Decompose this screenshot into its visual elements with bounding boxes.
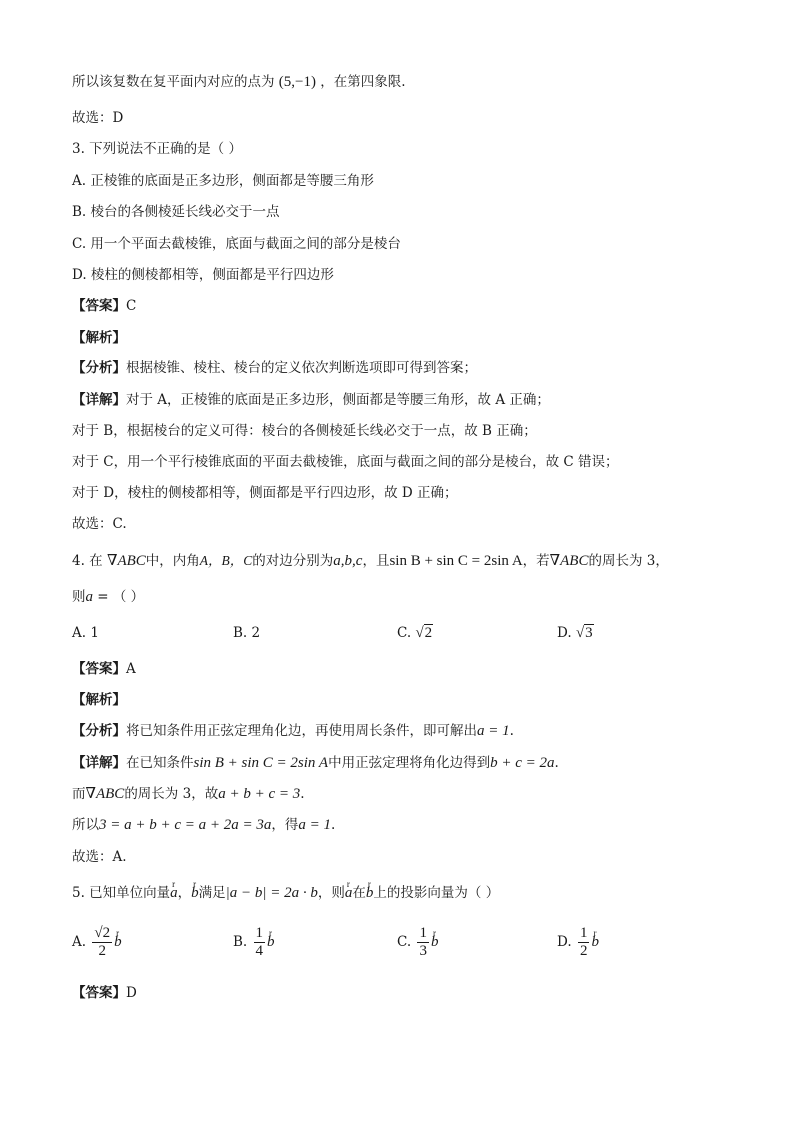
question-3: 3. 下列说法不正确的是（ ） bbox=[72, 141, 242, 157]
denominator: 2 bbox=[98, 943, 106, 959]
fraction bbox=[92, 925, 112, 960]
text: 根据棱锥、棱柱、棱台的定义依次判断选项即可得到答案； bbox=[126, 360, 477, 376]
numerator: √2 bbox=[94, 925, 111, 941]
math: sin B + sin C = 2sin A bbox=[389, 553, 523, 569]
text: = （ ） bbox=[93, 589, 145, 605]
text: ，则 bbox=[317, 885, 345, 901]
math: a = 1 bbox=[298, 817, 332, 833]
question-4 bbox=[72, 551, 669, 571]
numerator: 1 bbox=[255, 925, 264, 941]
vector-b: r b bbox=[114, 932, 122, 952]
option-c bbox=[397, 925, 438, 960]
text: 对于 A，正棱锥的底面是正多边形，侧面都是等腰三角形，故 A 正确； bbox=[126, 392, 550, 408]
vector-a: r a bbox=[345, 883, 353, 903]
vector-a: r a bbox=[170, 883, 178, 903]
analysis-heading: 【解析】 bbox=[72, 330, 126, 346]
text: 在已知条件 bbox=[126, 755, 194, 771]
math: b + c = 2a bbox=[490, 755, 555, 771]
text: 而 bbox=[72, 786, 86, 802]
text: ，若 bbox=[522, 553, 550, 569]
radicand: 2 bbox=[424, 625, 433, 641]
vector-b: r b bbox=[267, 932, 275, 952]
denominator: 3 bbox=[419, 943, 427, 959]
text: 的周长为 3， bbox=[588, 553, 669, 569]
option-a: A. 1 bbox=[72, 625, 99, 641]
answer-line bbox=[72, 296, 136, 316]
option-b bbox=[233, 925, 275, 960]
text: 则 bbox=[72, 589, 86, 605]
option-d: D. 棱柱的侧棱都相等，侧面都是平行四边形 bbox=[72, 267, 334, 283]
detail-line bbox=[72, 390, 550, 410]
text: 中用正弦定理将角化边得到 bbox=[328, 755, 491, 771]
option-b: B. 2 bbox=[233, 625, 261, 641]
text: . bbox=[509, 723, 514, 739]
math: |a − b| = 2a · b bbox=[225, 885, 318, 901]
detail-line bbox=[72, 784, 305, 804]
answer-label: 【答案】 bbox=[72, 661, 126, 677]
question-4-cont bbox=[72, 587, 144, 607]
fraction bbox=[254, 925, 266, 960]
text: 将已知条件用正弦定理角化边，再使用周长条件，即可解出 bbox=[126, 723, 477, 739]
text: ，且 bbox=[362, 553, 390, 569]
math: 3 = a + b + c = a + 2a = 3a bbox=[99, 817, 272, 833]
option-a: A. 正棱锥的底面是正多边形，侧面都是等腰三角形 bbox=[72, 173, 374, 189]
text: . bbox=[554, 755, 559, 771]
vector-b: r b bbox=[366, 883, 374, 903]
answer-label: 【答案】 bbox=[72, 985, 126, 1001]
text: 满足 bbox=[198, 885, 226, 901]
analysis-label: 【分析】 bbox=[72, 360, 126, 376]
text: . bbox=[331, 817, 336, 833]
option-c: C. 用一个平面去截棱锥，底面与截面之间的部分是棱台 bbox=[72, 236, 401, 252]
analysis-heading: 【解析】 bbox=[72, 692, 126, 708]
sqrt-expr: √3 bbox=[575, 625, 593, 641]
text: 的周长为 3，故 bbox=[124, 786, 219, 802]
fraction bbox=[417, 925, 429, 960]
text: 在 bbox=[352, 885, 366, 901]
text: ，得 bbox=[271, 817, 299, 833]
analysis-label: 【分析】 bbox=[72, 723, 126, 739]
detail-line: 对于 C，用一个平行棱锥底面的平面去截棱锥，底面与截面之间的部分是棱台，故 C 错误； bbox=[72, 454, 619, 470]
detail-label: 【详解】 bbox=[72, 755, 126, 771]
answer-label: 【答案】 bbox=[72, 298, 126, 314]
text: 4. 在 bbox=[72, 553, 103, 569]
math: A，B，C bbox=[199, 553, 253, 568]
detail-label: 【详解】 bbox=[72, 392, 126, 408]
answer-value: A bbox=[126, 661, 136, 677]
text: A. bbox=[72, 934, 87, 950]
math: a bbox=[85, 589, 93, 605]
math: a,b,c bbox=[333, 553, 363, 569]
text: ，在第四象限. bbox=[320, 74, 406, 90]
text: 所以 bbox=[72, 817, 99, 833]
math: ∇ABC bbox=[106, 553, 146, 569]
text: 中，内角 bbox=[145, 553, 200, 569]
text: C. bbox=[397, 934, 412, 950]
denominator: 4 bbox=[255, 943, 264, 959]
selection-line: 故选：A. bbox=[72, 849, 127, 865]
question-5 bbox=[72, 883, 499, 903]
text: D. bbox=[557, 934, 572, 950]
text: 5. 已知单位向量 bbox=[72, 885, 171, 901]
vector-b: r b bbox=[191, 883, 199, 903]
text-line: 故选：D bbox=[72, 110, 124, 126]
text: 的对边分别为 bbox=[252, 553, 334, 569]
math: (5,−1) bbox=[278, 74, 316, 90]
answer-value: D bbox=[126, 985, 137, 1001]
vector-b: r b bbox=[591, 932, 599, 952]
detail-line bbox=[72, 815, 335, 835]
vector-b: r b bbox=[431, 932, 439, 952]
analysis-line bbox=[72, 358, 477, 378]
detail-line bbox=[72, 753, 559, 773]
text: B. bbox=[233, 934, 248, 950]
text: 所以该复数在复平面内对应的点为 bbox=[72, 74, 275, 90]
numerator: 1 bbox=[419, 925, 427, 941]
text-line bbox=[72, 72, 406, 92]
option-d bbox=[557, 925, 599, 960]
text: 上的投影向量为（ ） bbox=[373, 885, 500, 901]
detail-line: 对于 B，根据棱台的定义可得：棱台的各侧棱延长线必交于一点，故 B 正确； bbox=[72, 423, 537, 439]
answer-line bbox=[72, 983, 137, 1003]
option-b: B. 棱台的各侧棱延长线必交于一点 bbox=[72, 204, 280, 220]
sqrt-expr: √2 bbox=[415, 625, 433, 641]
analysis-line bbox=[72, 721, 514, 741]
math: sin B + sin C = 2sin A bbox=[193, 755, 329, 771]
selection-line: 故选：C. bbox=[72, 516, 127, 532]
math: a = 1 bbox=[477, 723, 510, 739]
math: a + b + c = 3 bbox=[218, 786, 301, 802]
answer-line bbox=[72, 659, 136, 679]
fraction bbox=[578, 925, 590, 960]
numerator: 1 bbox=[579, 925, 588, 941]
detail-line: 对于 D，棱柱的侧棱都相等，侧面都是平行四边形，故 D 正确； bbox=[72, 485, 458, 501]
text: ， bbox=[177, 885, 192, 901]
option-c bbox=[397, 623, 433, 643]
text: . bbox=[300, 786, 305, 802]
math: ∇ABC bbox=[549, 553, 589, 569]
text: D. bbox=[557, 625, 572, 641]
text: C. bbox=[397, 625, 412, 641]
option-a bbox=[72, 925, 122, 960]
math: ∇ABC bbox=[85, 786, 125, 802]
answer-value: C bbox=[126, 298, 137, 314]
radicand: 3 bbox=[585, 625, 593, 641]
option-d bbox=[557, 623, 594, 643]
denominator: 2 bbox=[579, 943, 588, 959]
